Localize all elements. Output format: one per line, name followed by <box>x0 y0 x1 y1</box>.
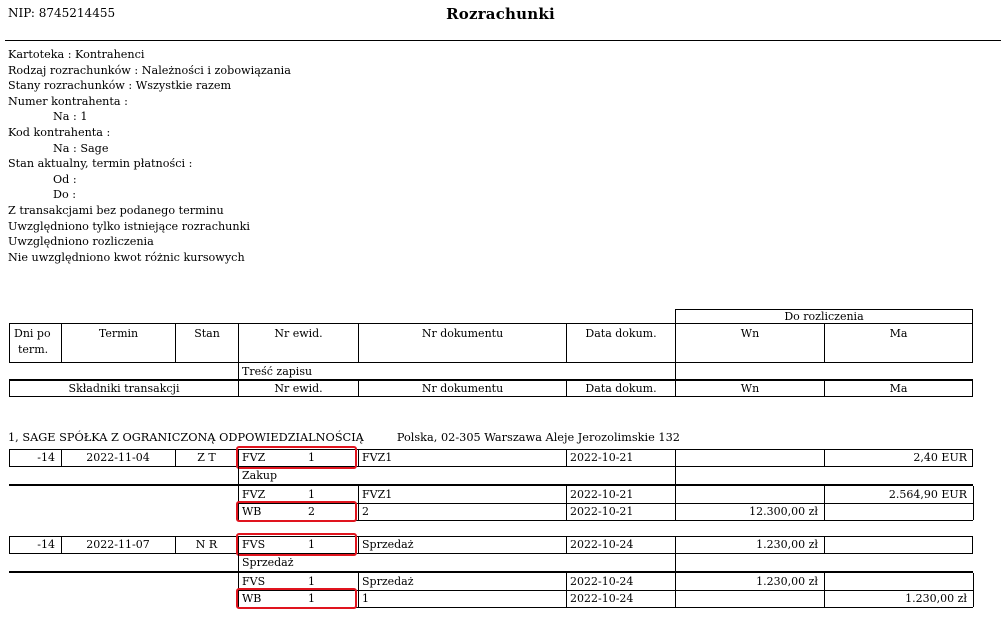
highlight-box <box>236 446 357 469</box>
col-nr-ewid-2: Nr ewid. <box>274 382 323 395</box>
param-line: Stan aktualny, termin płatności : <box>8 157 193 171</box>
component-ewid-num: 1 <box>308 575 315 588</box>
col-wn: Wn <box>740 327 760 340</box>
param-line: Na : 1 <box>53 110 88 124</box>
highlight-box <box>236 588 357 609</box>
col-nr-dokumentu: Nr dokumentu <box>421 327 504 340</box>
col-data-dokum: Data dokum. <box>585 327 657 340</box>
col-nr-dokumentu-2: Nr dokumentu <box>421 382 504 395</box>
component-ewid-code: WB <box>242 505 262 518</box>
cell-wn: 1.230,00 zł <box>756 538 818 551</box>
col-dni-po: Dni po <box>14 327 51 340</box>
param-line: Stany rozrachunków : Wszystkie razem <box>8 79 232 93</box>
component-ewid-num: 2 <box>308 505 315 518</box>
component-data: 2022-10-21 <box>570 505 634 518</box>
param-line: Uwzględniono rozliczenia <box>8 235 154 249</box>
cell-data: 2022-10-21 <box>570 451 634 464</box>
cell-termin: 2022-11-04 <box>86 451 150 464</box>
cell-dni: -14 <box>37 451 55 464</box>
component-data: 2022-10-24 <box>570 575 634 588</box>
col-skladniki: Składniki transakcji <box>68 382 180 395</box>
param-line: Rodzaj rozrachunków : Należności i zobowiązania <box>8 63 291 77</box>
component-nr-dokumentu: Sprzedaż <box>362 575 414 588</box>
col-term: term. <box>18 343 49 356</box>
component-nr-dokumentu: FVZ1 <box>362 488 393 501</box>
cell-nr-dokumentu: Sprzedaż <box>362 538 414 551</box>
header-divider <box>5 40 1001 41</box>
do-rozliczenia-label: Do rozliczenia <box>784 310 864 323</box>
cell-ewid-code: FVS <box>242 538 266 551</box>
component-data: 2022-10-24 <box>570 592 634 605</box>
param-line: Z transakcjami bez podanego terminu <box>8 203 224 217</box>
component-nr-dokumentu: 1 <box>362 592 369 605</box>
col-nr-ewid: Nr ewid. <box>274 327 323 340</box>
report-parameters <box>8 47 291 265</box>
param-line: Od : <box>53 172 77 186</box>
component-ma: 2.564,90 EUR <box>888 488 967 501</box>
cell-termin: 2022-11-07 <box>86 538 150 551</box>
contractor-name: 1, SAGE SPÓŁKA Z OGRANICZONĄ ODPOWIEDZIALNOŚCIĄ <box>8 431 364 444</box>
cell-tresc: Sprzedaż <box>242 556 294 569</box>
contractor-address: Polska, 02-305 Warszawa Aleje Jerozolimskie 132 <box>396 431 680 444</box>
cell-ewid-num: 1 <box>308 451 315 464</box>
component-wn: 12.300,00 zł <box>749 505 818 518</box>
cell-stan: N R <box>195 538 218 551</box>
col-data-dokum-2: Data dokum. <box>585 382 657 395</box>
col-stan: Stan <box>194 327 220 340</box>
highlight-box <box>236 501 357 522</box>
component-ewid-code: FVS <box>242 575 266 588</box>
contractor-line <box>8 431 680 444</box>
param-line: Kod kontrahenta : <box>8 125 111 139</box>
col-wn-2: Wn <box>740 382 760 395</box>
cell-ma: 2,40 EUR <box>913 451 967 464</box>
col-ma-2: Ma <box>889 382 908 395</box>
param-line: Kartoteka : Kontrahenci <box>8 48 145 61</box>
component-wn: 1.230,00 zł <box>756 575 818 588</box>
cell-ewid-num: 1 <box>308 538 315 551</box>
param-line: Numer kontrahenta : <box>8 94 128 108</box>
param-line: Do : <box>53 188 77 202</box>
col-tresc-zapisu: Treść zapisu <box>242 365 313 378</box>
component-ewid-num: 1 <box>308 488 315 501</box>
component-data: 2022-10-21 <box>570 488 634 501</box>
cell-stan: Z T <box>197 451 216 464</box>
component-ewid-code: WB <box>242 592 262 605</box>
highlight-box <box>236 533 357 556</box>
param-line: Nie uwzględniono kwot różnic kursowych <box>8 250 245 264</box>
component-ma: 1.230,00 zł <box>905 592 967 605</box>
cell-nr-dokumentu: FVZ1 <box>362 451 393 464</box>
component-ewid-num: 1 <box>308 592 315 605</box>
cell-ewid-code: FVZ <box>242 451 266 464</box>
cell-dni: -14 <box>37 538 55 551</box>
nip-label: NIP: 8745214455 <box>8 6 116 20</box>
component-nr-dokumentu: 2 <box>362 505 369 518</box>
report-title: Rozrachunki <box>446 5 555 23</box>
col-termin: Termin <box>98 327 139 340</box>
cell-tresc: Zakup <box>242 469 277 482</box>
col-ma: Ma <box>889 327 908 340</box>
component-ewid-code: FVZ <box>242 488 266 501</box>
param-line: Na : Sage <box>53 141 109 155</box>
cell-data: 2022-10-24 <box>570 538 634 551</box>
param-line: Uwzględniono tylko istniejące rozrachunki <box>8 219 250 233</box>
